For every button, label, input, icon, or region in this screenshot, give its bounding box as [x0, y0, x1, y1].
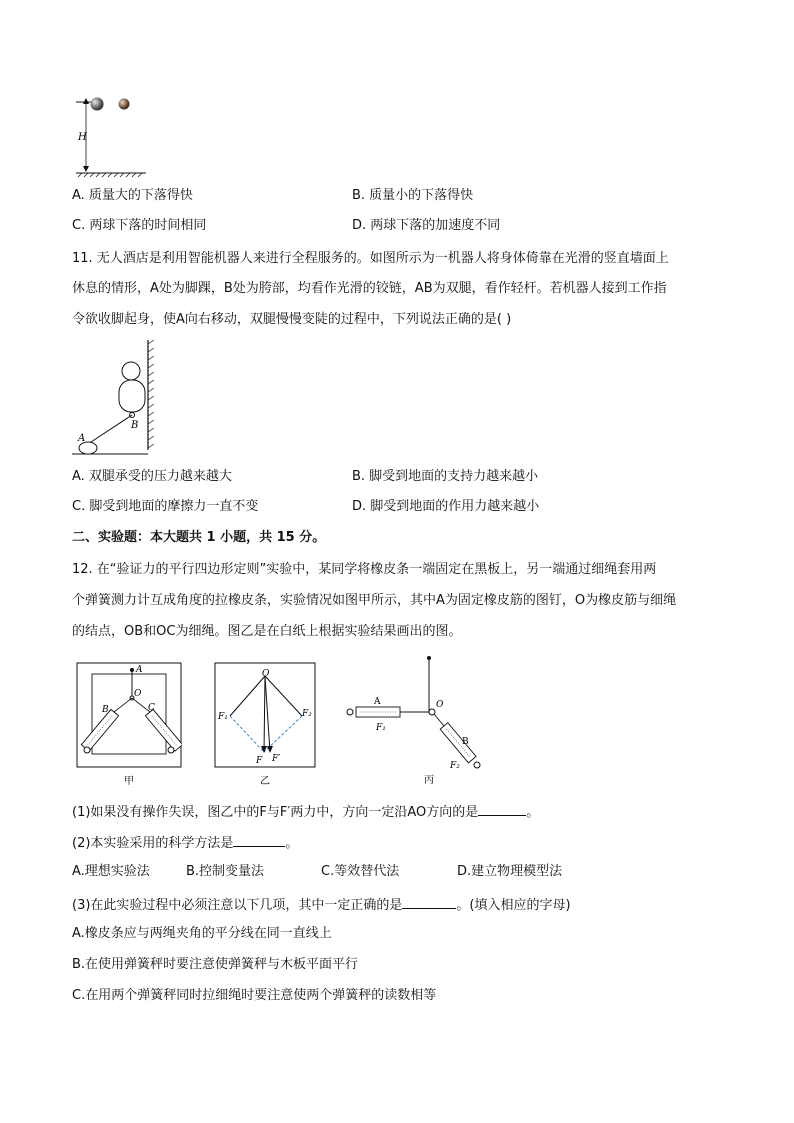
q11-text-1: 11. 无人酒店是利用智能机器人来进行全程服务的。如图所示为一机器人将身体倚靠在光滑的竖直墙面上 — [72, 251, 669, 266]
item-b[interactable]: B.在使用弹簧秤时要注意使弹簧秤与木板平面平行 — [72, 957, 359, 972]
q11-option-b[interactable]: B. 脚受到地面的支持力越来越小 — [352, 469, 539, 484]
yi-label-o: O — [262, 669, 270, 679]
jia-label-a: A — [136, 665, 143, 675]
figure-jia — [76, 662, 182, 786]
q12-sub1 — [72, 801, 539, 822]
q11-text-3: 令欲收脚起身，使A向右移动，双腿慢慢变陡的过程中，下列说法正确的是( ) — [72, 312, 512, 327]
label-b: B — [131, 420, 139, 431]
figure-bing — [344, 652, 494, 786]
method-c[interactable]: C.等效替代法 — [321, 864, 400, 879]
q11-option-c[interactable]: C. 脚受到地面的摩擦力一直不变 — [72, 499, 259, 514]
bing-label-o: O — [436, 700, 444, 710]
q10-option-d[interactable]: D. 两球下落的加速度不同 — [352, 218, 501, 233]
bing-caption: 丙 — [424, 775, 434, 786]
q10-option-c[interactable]: C. 两球下落的时间相同 — [72, 218, 207, 233]
bing-label-f2: F₂ — [450, 761, 460, 771]
q12-sub3-end: 。(填入相应的字母) — [456, 898, 571, 913]
robot-wall-figure — [70, 338, 160, 458]
height-label: H — [78, 132, 87, 143]
q12-sub2 — [72, 832, 298, 853]
q12-text-1: 12. 在“验证力的平行四边形定则”实验中，某同学将橡皮条一端固定在黑板上，另一端通过细绳套用两 — [72, 562, 657, 577]
q12-sub3 — [72, 894, 571, 915]
q11-option-d[interactable]: D. 脚受到地面的作用力越来越小 — [352, 499, 540, 514]
section-heading: 二、实验题：本大题共 1 小题，共 15 分。 — [72, 530, 326, 545]
q10-option-a[interactable]: A. 质量大的下落得快 — [72, 188, 193, 203]
label-a: A — [78, 433, 86, 444]
ball-light — [119, 99, 130, 110]
yi-label-f: F — [256, 756, 263, 766]
q12-sub2-blank[interactable] — [233, 832, 285, 847]
method-b[interactable]: B.控制变量法 — [186, 864, 265, 879]
item-a[interactable]: A.橡皮条应与两绳夹角的平分线在同一直线上 — [72, 926, 332, 941]
q10-option-b[interactable]: B. 质量小的下落得快 — [352, 188, 474, 203]
q12-sub1-text: (1)如果没有操作失误，图乙中的F与F′两力中，方向一定沿AO方向的是 — [72, 805, 479, 820]
q11-text-2: 休息的情形，A处为脚踝，B处为胯部，均看作光滑的铰链，AB为双腿，看作轻杆。若机器人接到工作指 — [72, 281, 667, 296]
jia-label-c: C — [148, 703, 155, 713]
ball-heavy — [91, 98, 104, 111]
q12-sub1-end: 。 — [526, 805, 540, 820]
figure-yi — [214, 662, 316, 786]
q11-option-a[interactable]: A. 双腿承受的压力越来越大 — [72, 469, 232, 484]
q12-text-3: 的结点，OB和OC为细绳。图乙是在白纸上根据实验结果画出的图。 — [72, 624, 462, 639]
jia-label-b: B — [102, 705, 109, 715]
jia-caption: 甲 — [124, 776, 134, 786]
yi-label-f1: F₁ — [218, 712, 228, 722]
yi-label-f2: F₂ — [302, 709, 312, 719]
yi-label-fp: F′ — [272, 754, 281, 764]
item-c[interactable]: C.在用两个弹簧秤同时拉细绳时要注意使两个弹簧秤的读数相等 — [72, 988, 437, 1003]
q12-sub3-text: (3)在此实验过程中必须注意以下几项，其中一定正确的是 — [72, 898, 403, 913]
method-d[interactable]: D.建立物理模型法 — [457, 864, 563, 879]
q12-sub3-blank[interactable] — [402, 894, 456, 909]
bing-label-a: A — [374, 697, 381, 707]
q12-sub2-text: (2)本实验采用的科学方法是 — [72, 836, 234, 851]
yi-caption: 乙 — [260, 776, 270, 786]
q12-sub1-blank[interactable] — [478, 801, 526, 816]
q12-sub2-end: 。 — [285, 836, 299, 851]
method-a[interactable]: A.理想实验法 — [72, 864, 150, 879]
jia-label-o: O — [134, 689, 142, 699]
q12-text-2: 个弹簧测力计互成角度的拉橡皮条，实验情况如图甲所示，其中A为固定橡皮筋的图钉，O为橡皮筋与细绳 — [72, 593, 677, 608]
falling-balls-figure — [66, 90, 156, 180]
bing-label-b: B — [462, 737, 469, 747]
bing-label-f1: F₁ — [376, 723, 386, 733]
